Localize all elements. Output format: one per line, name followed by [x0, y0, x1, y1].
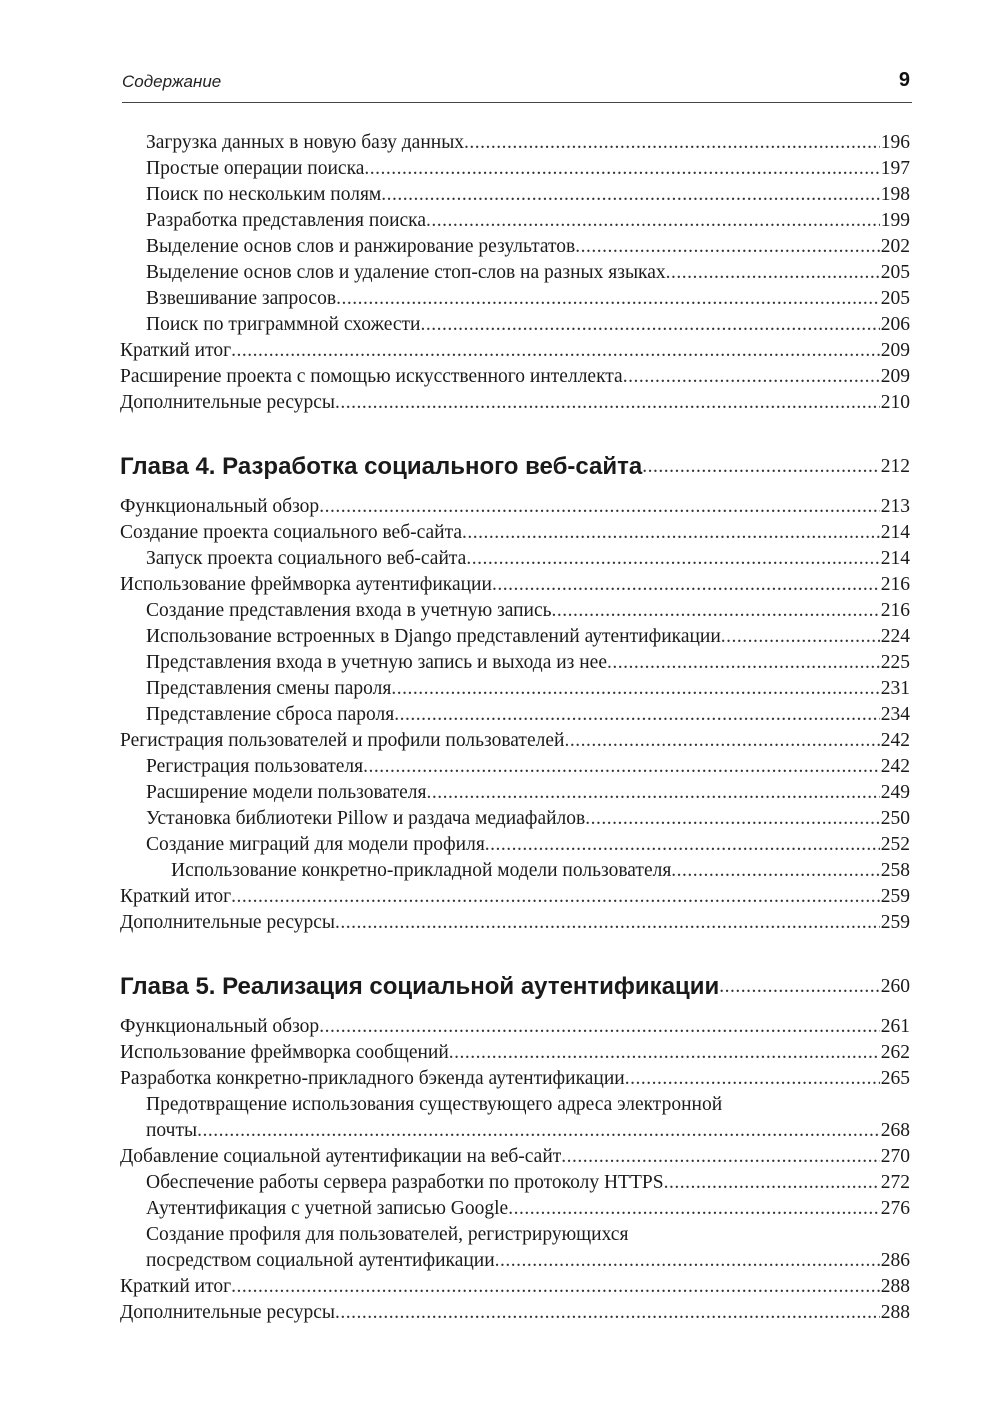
toc-entry[interactable]: Функциональный обзор ..... 213 — [120, 494, 910, 520]
toc-entry[interactable]: Расширение проекта с помощью искусственного интеллекта ..... 209 — [120, 364, 910, 390]
toc-entry[interactable]: Дополнительные ресурсы ..... 288 — [120, 1300, 910, 1326]
page-number: 9 — [898, 69, 910, 91]
toc-entry[interactable]: Создание представления входа в учетную запись ..... 216 — [120, 598, 910, 624]
toc-entry[interactable]: Расширение модели пользователя ..... 249 — [120, 780, 910, 806]
toc-entry[interactable]: Использование фреймворка аутентификации ..... 216 — [120, 572, 910, 598]
toc-entry[interactable]: Разработка представления поиска ..... 199 — [120, 208, 910, 234]
toc-entry[interactable]: посредством социальной аутентификации ..... 286 — [120, 1248, 910, 1274]
toc-entry[interactable]: Выделение основ слов и ранжирование результатов ..... 202 — [120, 234, 910, 260]
toc-entry[interactable]: почты ..... 268 — [120, 1118, 910, 1144]
toc-entry[interactable]: Использование фреймворка сообщений ..... 262 — [120, 1040, 910, 1066]
header-title: Содержание — [122, 72, 222, 91]
toc-entry[interactable]: Простые операции поиска ..... 197 — [120, 156, 910, 182]
toc-entry[interactable]: Обеспечение работы сервера разработки по протоколу HTTPS ..... 272 — [120, 1170, 910, 1196]
toc-entry[interactable]: Представления смены пароля ..... 231 — [120, 676, 910, 702]
toc-entry[interactable]: Создание миграций для модели профиля ..... 252 — [120, 832, 910, 858]
toc-entry[interactable]: Взвешивание запросов ..... 205 — [120, 286, 910, 312]
running-header — [122, 69, 912, 103]
toc-entry[interactable]: Аутентификация с учетной записью Google ..... 276 — [120, 1196, 910, 1222]
toc-entry[interactable]: Функциональный обзор ..... 261 — [120, 1014, 910, 1040]
toc-entry[interactable]: Запуск проекта социального веб-сайта ..... 214 — [120, 546, 910, 572]
toc-entry[interactable]: Добавление социальной аутентификации на веб-сайт ..... 270 — [120, 1144, 910, 1170]
toc-entry[interactable]: Регистрация пользователя ..... 242 — [120, 754, 910, 780]
toc-entry[interactable]: Поиск по нескольким полям ..... 198 — [120, 182, 910, 208]
toc-entry[interactable]: Регистрация пользователей и профили пользователей ..... 242 — [120, 728, 910, 754]
toc-entry[interactable]: Разработка конкретно-прикладного бэкенда аутентификации ..... 265 — [120, 1066, 910, 1092]
table-of-contents — [120, 130, 910, 1326]
toc-entry[interactable]: Дополнительные ресурсы ..... 210 — [120, 390, 910, 416]
toc-entry[interactable]: Выделение основ слов и удаление стоп-слов на разных языках ..... 205 — [120, 260, 910, 286]
toc-entry[interactable]: Представление сброса пароля ..... 234 — [120, 702, 910, 728]
toc-entry[interactable]: Загрузка данных в новую базу данных ..... 196 — [120, 130, 910, 156]
toc-entry[interactable]: Использование конкретно-прикладной модели пользователя ..... 258 — [120, 858, 910, 884]
toc-entry[interactable]: Использование встроенных в Django представлений аутентификации ..... 224 — [120, 624, 910, 650]
toc-entry-wrapped-line[interactable]: Создание профиля для пользователей, регистрирующихся — [146, 1224, 629, 1245]
toc-entry[interactable]: Создание проекта социального веб-сайта ..... 214 — [120, 520, 910, 546]
chapter-5-heading[interactable]: Глава 5. Реализация социальной аутентификации ..... 260 — [120, 970, 910, 1004]
toc-entry[interactable]: Представления входа в учетную запись и выхода из нее ..... 225 — [120, 650, 910, 676]
toc-entry[interactable]: Дополнительные ресурсы ..... 259 — [120, 910, 910, 936]
toc-entry[interactable]: Краткий итог ..... 259 — [120, 884, 910, 910]
toc-entry[interactable]: Установка библиотеки Pillow и раздача медиафайлов ..... 250 — [120, 806, 910, 832]
toc-entry-wrapped-line[interactable]: Предотвращение использования существующего адреса электронной — [146, 1094, 723, 1115]
toc-entry[interactable]: Краткий итог ..... 209 — [120, 338, 910, 364]
toc-entry[interactable]: Поиск по триграммной схожести ..... 206 — [120, 312, 910, 338]
toc-entry[interactable]: Краткий итог ..... 288 — [120, 1274, 910, 1300]
chapter-4-heading[interactable]: Глава 4. Разработка социального веб-сайта ..... 212 — [120, 450, 910, 484]
